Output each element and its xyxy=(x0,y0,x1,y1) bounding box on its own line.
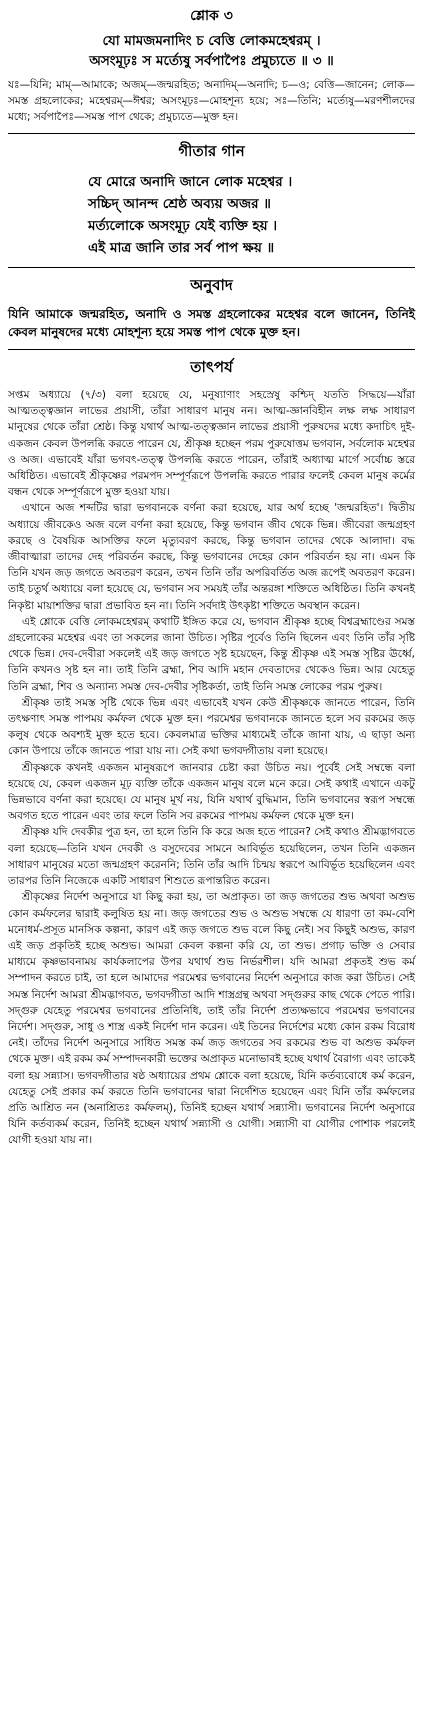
divider xyxy=(8,349,415,350)
translation-title: অনুবাদ xyxy=(190,276,233,294)
verse-line-1: যো মামজমনাদিং চ বেত্তি লোকমহেশ্বরম্ । xyxy=(102,33,321,49)
song-line-4: এই মাত্র জানি তার সর্ব পাপ ক্ষয় ॥ xyxy=(88,240,275,256)
song-line-1: যে মোরে অনাদি জানে লোক মহেশ্বর । xyxy=(88,174,293,190)
song-line-2: সচ্চিদ্ আনন্দ শ্রেষ্ঠ অব্যয় অজর ॥ xyxy=(88,196,271,212)
verse-label: শ্লোক ৩ xyxy=(190,8,233,24)
divider xyxy=(8,133,415,134)
translation-text: যিনি আমাকে জন্মরহিত, অনাদি ও সমস্ত গ্রহলোকের মহেশ্বর বলে জানেন, তিনিই কেবল মানুষদের মধ্যে মোহশূন্য হয়ে সমস্ত পাপ থেকে মুক্ত হন। xyxy=(8,307,415,339)
purport-paragraph-7: শ্রীকৃষ্ণের নির্দেশ অনুসারে যা কিছু করা হয়, তা অপ্রাকৃত। তা জড় জগতের শুভ অথবা অশুভ কোন কর্মফলের দ্বারাই কলুষিত হয় না। জড় জগতের শুভ ও অশুভ সম্বন্ধে যে ধারণা তা কম-বেশি মনোধর্ম-প্রসূত মানসিক কল্পনা, কারণ এই জড় জগতে শুভ বলে কিছু নেই। সব কিছুই অশুভ, কারণ এই জড় প্রকৃতিই হচ্ছে অশুভ। আমরা কেবল কল্পনা করি যে, তা শুভ। প্রগাঢ় ভক্তি ও সেবার মাধ্যমে কৃষ্ণভাবনাময় কার্যকলাপের উপর যথার্থ শুভ নির্ভরশীল। যদি আমরা প্রকৃতই শুভ কর্ম সম্পাদন করতে চাই, তা হলে আমাদের পরমেশ্বর ভগবানের নির্দেশ অনুসারে কাজ করা উচিত। সেই সমস্ত নির্দেশ আমরা শ্রীমদ্ভাগবত, ভগবদ্গীতা আদি শাস্ত্রগ্রন্থ অথবা সদ্গুরুর কাছ থেকে পেতে পারি। সদ্গুরু যেহেতু পরমেশ্বর ভগবানের প্রতিনিধি, তাই তাঁর নির্দেশ প্রত্যক্ষভাবে পরমেশ্বর ভগবানের নির্দেশ। সদ্গুরু, সাধু ও শাস্ত্র একই নির্দেশ দান করেন। এই তিনের নির্দেশের মধ্যে কোন রকম বিরোধ নেই। তাঁদের নির্দেশ অনুসারে সাধিত সমস্ত কর্ম জড় জগতের সব রকমের শুভ বা অশুভ কর্মফল থেকে মুক্ত। এই রকম কর্ম সম্পাদনকারী ভক্তের অপ্রাকৃত মনোভাবই হচ্ছে যথার্থ বৈরাগ্য এবং তাকেই বলা হয় সন্ন্যাস। ভগবদ্গীতার ষষ্ঠ অধ্যায়ের প্রথম শ্লোকে বলা হয়েছে, যিনি কর্তব্যবোধে কর্ম করেন, যেহেতু সেই প্রকার কর্ম করতে তিনি ভগবানের দ্বারা নির্দেশিত হয়েছেন এবং যিনি তাঁর কর্মফলের প্রতি আশ্রিত নন (অনাশ্রিতঃ কর্মফলম্), তিনিই হচ্ছেন যথার্থ সন্ন্যাসী। ভগবানের নির্দেশ অনুসারে যিনি কর্তব্যকর্ম করেন, তিনিই হচ্ছেন যথার্থ সন্ন্যাসী ও যোগী। সন্ন্যাসী বা যোগীর পোশাক পরলেই যোগী হওয়া যায় না। xyxy=(8,891,415,1147)
song-line-3: মর্ত্যলোকে অসংমূঢ় যেই ব্যক্তি হয় । xyxy=(88,218,278,234)
divider xyxy=(8,267,415,268)
verse-line-2: অসংমূঢ়ঃ স মর্ত্যেষু সর্বপাপৈঃ প্রমুচ্যতে ॥ ৩ ॥ xyxy=(89,53,334,69)
song-title: গীতার গান xyxy=(178,142,245,160)
purport-paragraph-3: এই শ্লোকে বেত্তি লোকমহেশ্বরম্ কথাটি ইঙ্গিত করে যে, ভগবান শ্রীকৃষ্ণ হচ্ছে বিশ্বব্রহ্মাণ্ডের সমস্ত গ্রহলোকের মহেশ্বর এবং তা সকলের জানা উচিত। সৃষ্টির পূর্বেও তিনি ছিলেন এবং তিনি তাঁর সৃষ্টি থেকে ভিন্ন। দেব-দেবীরা সকলেই এই জড় জগতে সৃষ্ট হয়েছেন, কিন্তু শ্রীকৃষ্ণ এই সমস্ত সৃষ্টির ঊর্ধ্বে, তিনি কখনও সৃষ্ট হন না। তাই তিনি ব্রহ্মা, শিব আদি মহান দেবতাদের থেকেও ভিন্ন। আর যেহেতু তিনি ব্রহ্মা, শিব ও অন্যান্য সমস্ত দেব-দেবীর সৃষ্টিকর্তা, তাই তিনি সমস্ত লোকের পরম পুরুষ। xyxy=(8,615,415,693)
purport-title: তাৎপর্য xyxy=(190,358,233,376)
purport-paragraph-2: এখানে অজ শব্দটির দ্বারা ভগবানকে বর্ণনা করা হয়েছে, যার অর্থ হচ্ছে 'জন্মরহিত'। দ্বিতীয় অধ্যায়ে জীবকেও অজ বলে বর্ণনা করা হয়েছে, কিন্তু ভগবান জীব থেকে ভিন্ন। জীবেরা জন্মগ্রহণ করছে ও বৈষয়িক আসক্তির ফলে মৃত্যুবরণ করছে, কিন্তু ভগবান তাদের থেকে আলাদা। বদ্ধ জীবাত্মারা তাদের দেহ পরিবর্তন করছে, কিন্তু ভগবানের দেহের কোন পরিবর্তন হয় না। এমন কি তিনি যখন জড় জগতে অবতরণ করেন, তখন তিনি তাঁর অপরিবর্তিত অজ রূপেই অবতরণ করেন। তাই চতুর্থ অধ্যায়ে বলা হয়েছে যে, ভগবান সব সময়ই তাঁর অন্তরঙ্গা শক্তিতে অধিষ্ঠিত। তিনি কখনই নিকৃষ্টা মায়াশক্তির দ্বারা প্রভাবিত হন না। তিনি সর্বদাই উৎকৃষ্টা শক্তিতে অবস্থান করেন। xyxy=(8,502,415,612)
purport-paragraph-1: সপ্তম অধ্যায়ে (৭/৩) বলা হয়েছে যে, মনুষ্যাণাং সহস্রেষু কশ্চিদ্ যততি সিদ্ধয়ে—যাঁরা আত্মতত্ত্বজ্ঞান লাভের প্রয়াসী, তাঁরা সাধারণ মানুষ নন। আত্ম-জ্ঞানবিহীন লক্ষ লক্ষ সাধারণ মানুষের থেকে তাঁরা শ্রেষ্ঠ। কিন্তু যথার্থ আত্ম-তত্ত্বজ্ঞান লাভের প্রয়াসী পুরুষদের মধ্যে কদাচিৎ দুই-একজন কেবল উপলব্ধি করতে পারেন যে, শ্রীকৃষ্ণ হচ্ছেন পরম পুরুষোত্তম ভগবান, সর্বলোক মহেশ্বর ও অজ। এভাবেই যাঁরা ভগবৎ-তত্ত্ব উপলব্ধি করতে পারেন, তাঁরাই অধ্যাত্ম মার্গে সর্বোচ্চ স্তরে অধিষ্ঠিত। এভাবেই শ্রীকৃষ্ণের পরমপদ সম্পূর্ণরূপে উপলব্ধি করতে পারার ফলেই কেবল মানুষ কর্মের বন্ধন থেকে সম্পূর্ণরূপে মুক্ত হওয়া যায়। xyxy=(8,389,415,499)
purport-paragraph-4: শ্রীকৃষ্ণ তাই সমস্ত সৃষ্টি থেকে ভিন্ন এবং এভাবেই যখন কেউ শ্রীকৃষ্ণকে জানতে পারেন, তিনি তৎক্ষণাৎ সমস্ত পাপময় কর্মফল থেকে মুক্ত হন। পরমেশ্বর ভগবানকে জানতে হলে সব রকমের জড় কলুষ থেকে অবশ্যই মুক্ত হতে হবে। কেবলমাত্র ভক্তির মাধ্যমেই তাঁকে জানা যায়, এ ছাড়া অন্য কোন উপায়ে তাঁকে জানতে পারা যায় না। সেই কথা ভগবদ্গীতায় বলা হয়েছে। xyxy=(8,696,415,758)
word-meaning: যঃ—যিনি; মাম্—আমাকে; অজম্—জন্মরহিত; অনাদিম্—অনাদি; চ—ও; বেত্তি—জানেন; লোক—সমস্ত গ্রহলোকের; মহেশ্বরম্—ঈশ্বর; অসংমূঢ়ঃ—মোহশূন্য হয়ে; সঃ—তিনি; মর্ত্যেষু—মরণশীলদের মধ্যে; সর্বপাপৈঃ—সমস্ত পাপ থেকে; প্রমুচ্যতে—মুক্ত হন। xyxy=(8,79,415,123)
purport-paragraph-5: শ্রীকৃষ্ণকে কখনই একজন মানুষরূপে জানবার চেষ্টা করা উচিত নয়। পূর্বেই সেই সম্বন্ধে বলা হয়েছে যে, কেবল একজন মূঢ় ব্যক্তি তাঁকে একজন মানুষ বলে মনে করে। সেই কথাই এখানে একটু ভিন্নভাবে বর্ণনা করা হয়েছে। যে মানুষ মূর্খ নয়, যিনি যথার্থ বুদ্ধিমান, তিনি ভগবানের স্বরূপ সম্বন্ধে অবগত হতে পারেন এবং তার ফলে তিনি সব রকমের পাপময় কর্মফল থেকে মুক্ত হন। xyxy=(8,761,415,823)
purport-paragraph-6: শ্রীকৃষ্ণ যদি দেবকীর পুত্র হন, তা হলে তিনি কি করে অজ হতে পারেন? সেই কথাও শ্রীমদ্ভাগবতে বলা হয়েছে—তিনি যখন দেবকী ও বসুদেবের সামনে আবির্ভূত হয়েছিলেন, তখন তিনি একজন সাধারণ মানুষের মতো জন্মগ্রহণ করেননি; তিনি তাঁর আদি চিন্ময় স্বরূপে আবির্ভূত হয়েছিলেন এবং তারপর তিনি নিজেকে একটি সাধারণ শিশুতে রূপান্তরিত করেন। xyxy=(8,826,415,888)
